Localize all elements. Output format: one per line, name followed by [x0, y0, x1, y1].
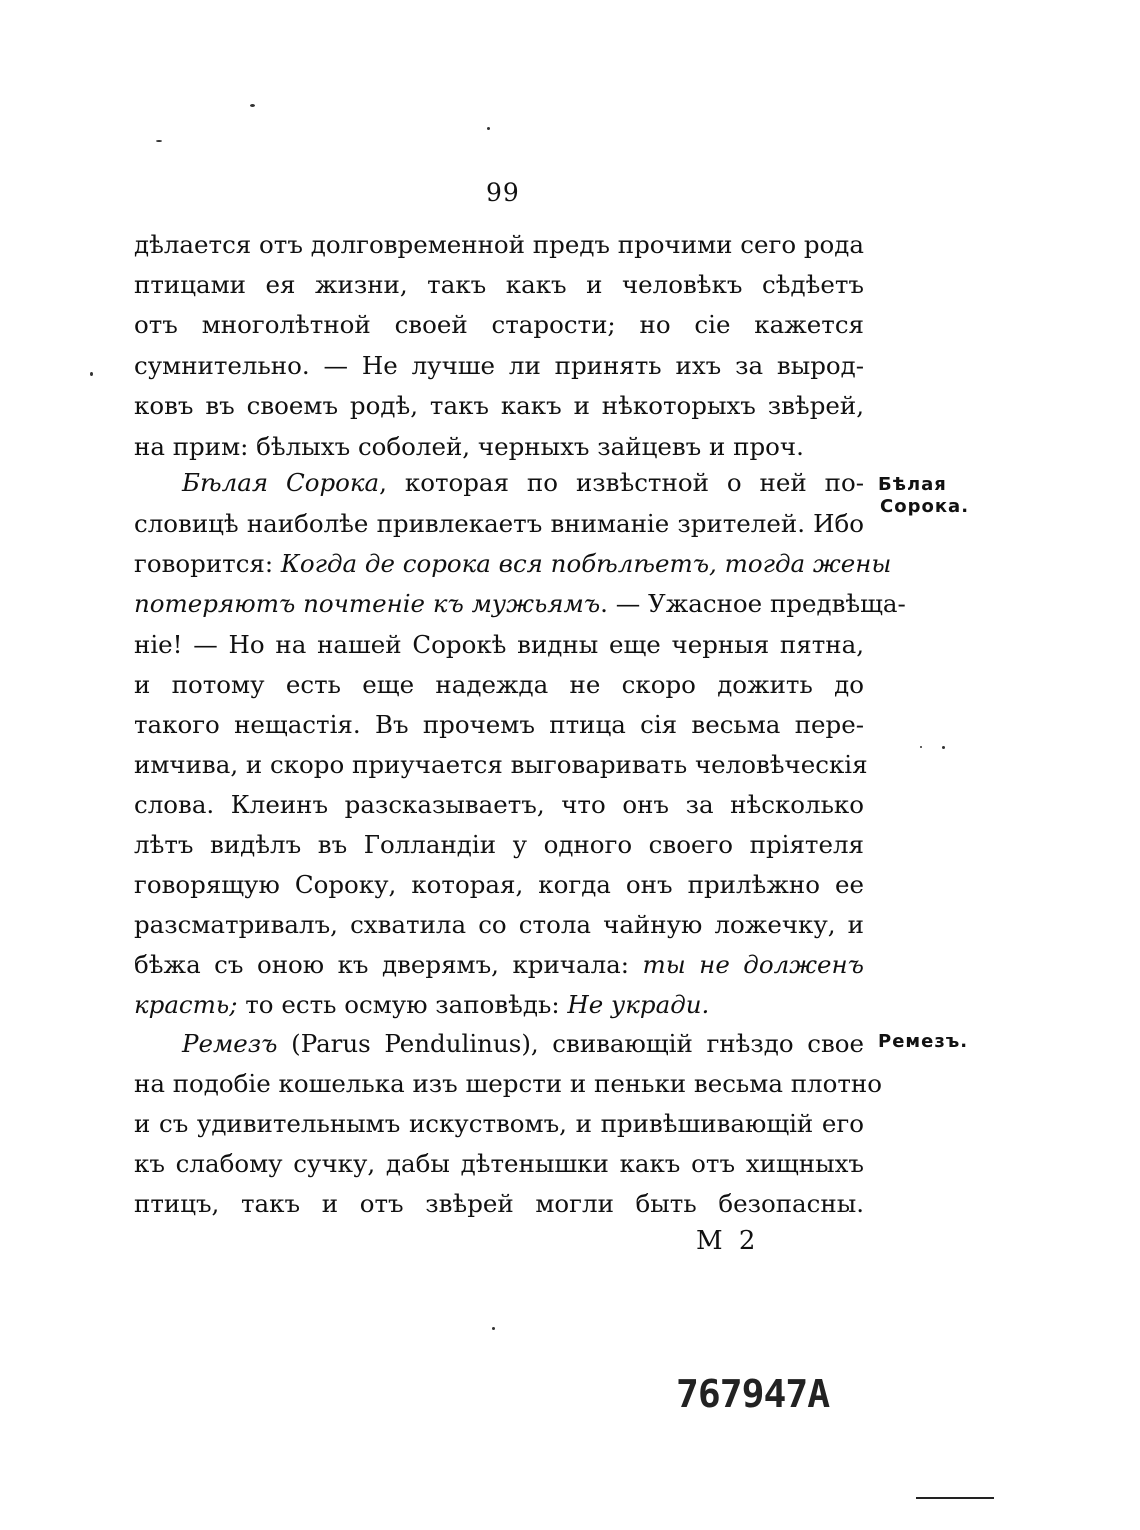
text-line: словицѣ наиболѣе привлекаетъ вниманіе зрителей. Ибо	[134, 509, 864, 538]
print-speck	[920, 746, 922, 748]
library-stamp: 767947A	[676, 1372, 830, 1416]
paragraph-white-magpie-first-line	[182, 466, 864, 500]
text-line: птицъ, такъ и отъ звѣрей могли быть безопасны.	[134, 1189, 864, 1218]
text-line: и съ удивительнымъ искуствомъ, и привѣшивающій его	[134, 1109, 864, 1138]
text-line: отъ многолѣтной своей старости; но сіе кажется	[134, 310, 864, 339]
text-line: на прим: бѣлыхъ соболей, черныхъ зайцевъ и проч.	[134, 432, 804, 461]
text-run: (Parus Pendulinus), свивающій гнѣздо свое	[277, 1029, 864, 1058]
print-speck	[90, 372, 93, 376]
print-speck	[487, 127, 490, 130]
term-remez: Ремезъ	[182, 1029, 278, 1058]
text-line: говорящую Сороку, которая, когда онъ прилѣжно ее	[134, 870, 864, 899]
quoted-speech: красть;	[134, 990, 238, 1019]
text-line: дѣлается отъ долговременной предъ прочими сего рода	[134, 230, 864, 259]
paragraph-remez-first-line	[182, 1027, 864, 1061]
print-speck	[942, 746, 945, 749]
margin-note-remez: Ремезъ.	[878, 1031, 969, 1052]
margin-note-line: Бѣлая	[878, 474, 947, 495]
text-run: бѣжа съ оною къ дверямъ, кричала:	[134, 950, 643, 979]
quoted-speech: ты не долженъ	[642, 950, 864, 979]
margin-note-line: Сорока.	[880, 496, 970, 517]
edge-rule	[916, 1497, 994, 1499]
page-number: 99	[486, 178, 520, 207]
text-line: и потому есть еще надежда не скоро дожить до	[134, 670, 864, 699]
text-line	[134, 587, 906, 621]
proverb-quote: потеряютъ почтеніе къ мужьямъ	[134, 589, 601, 618]
commandment-quote: Не укради.	[567, 990, 710, 1019]
text-line: слова. Клеинъ разсказываетъ, что онъ за нѣсколько	[134, 790, 864, 819]
text-run: . — Ужасное предвѣща-	[600, 589, 906, 618]
text-line	[134, 988, 864, 1022]
print-speck	[250, 104, 255, 107]
print-speck	[492, 1327, 495, 1330]
text-line: разсматривалъ, схватила со стола чайную ложечку, и	[134, 910, 864, 939]
text-line: лѣтъ видѣлъ въ Голландіи у одного своего пріятеля	[134, 830, 864, 859]
text-line: къ слабому сучку, дабы дѣтенышки какъ отъ хищныхъ	[134, 1149, 864, 1178]
margin-note-white-magpie	[878, 474, 969, 518]
text-line: ніе! — Но на нашей Сорокѣ видны еще черныя пятна,	[134, 630, 864, 659]
proverb-quote: Когда де сорока вся побѣлѣетъ, тогда жены	[280, 549, 892, 578]
text-line: такого нещастія. Въ прочемъ птица сія весьма пере-	[134, 710, 864, 739]
text-run: то есть осмую заповѣдь:	[237, 990, 568, 1019]
text-line: сумнительно. — Не лучше ли принять ихъ за вырод-	[134, 351, 864, 380]
text-line: ковъ въ своемъ родѣ, такъ какъ и нѣкоторыхъ звѣрей,	[134, 391, 864, 420]
text-line	[134, 948, 864, 982]
print-speck	[156, 140, 162, 142]
text-run: говорится:	[134, 549, 281, 578]
term-white-magpie: Бѣлая Сорока	[182, 468, 380, 497]
text-line	[134, 547, 892, 581]
text-line: имчива, и скоро приучается выговаривать человѣческія	[134, 750, 868, 779]
text-run: , которая по извѣстной о ней по-	[379, 468, 864, 497]
text-line: птицами ея жизни, такъ какъ и человѣкъ сѣдѣетъ	[134, 270, 864, 299]
signature-mark: M 2	[696, 1226, 760, 1256]
text-line: на подобіе кошелька изъ шерсти и пеньки весьма плотно	[134, 1069, 883, 1098]
